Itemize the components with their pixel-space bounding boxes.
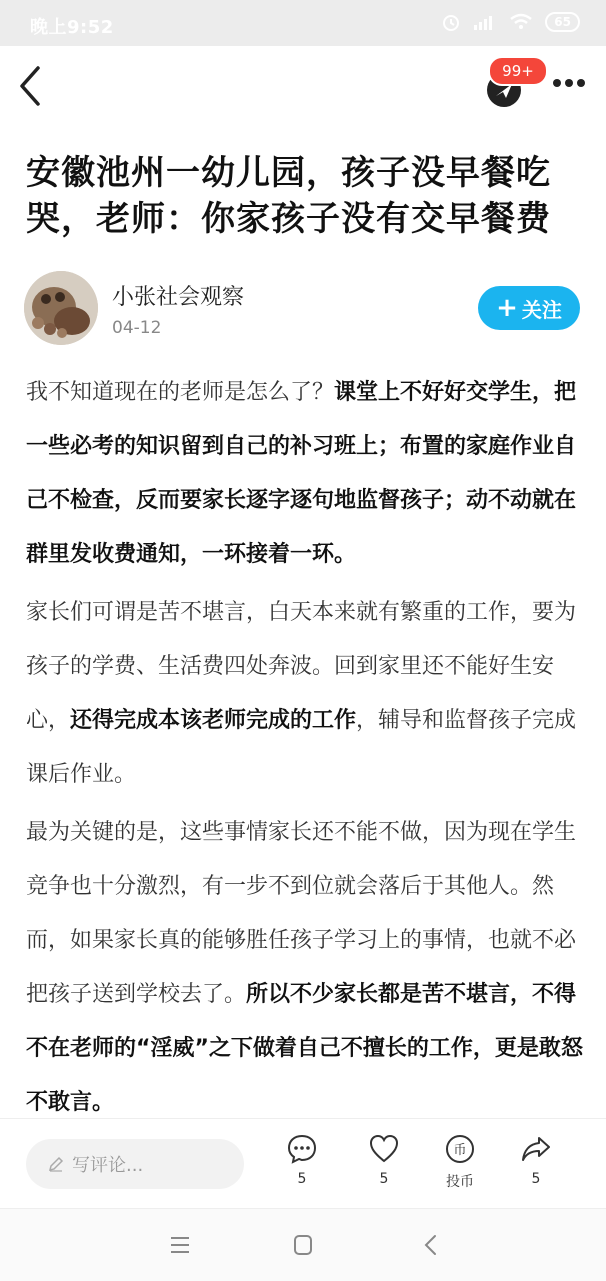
article-body xyxy=(26,366,584,1134)
coin-button[interactable] xyxy=(430,1133,490,1191)
wifi-icon xyxy=(509,13,533,31)
share-count: 5 xyxy=(531,1171,541,1187)
paragraph-2 xyxy=(26,586,584,802)
comment-input[interactable] xyxy=(26,1139,244,1189)
plus-icon: + xyxy=(496,293,518,323)
share-button[interactable] xyxy=(506,1133,566,1187)
system-nav-bar xyxy=(0,1208,606,1281)
heart-icon xyxy=(368,1133,400,1165)
alarm-icon xyxy=(441,12,461,32)
paragraph-2-text-b: ，辅导和监督孩子完成课后作业。 xyxy=(26,708,577,787)
status-time: 晚上9:52 xyxy=(30,17,114,38)
home-icon[interactable] xyxy=(289,1233,317,1257)
back-arrow-icon[interactable] xyxy=(14,64,50,108)
paragraph-1-bold: 课堂上不好好交学生，把一些必考的知识留到自己的补习班上；布置的家庭作业自己不检查，反而要家长逐字逐句地监督孩子；动不动就在群里发收费通知，一环接着一环。 xyxy=(26,380,577,567)
notification-badge: 99+ xyxy=(488,56,548,86)
author-avatar[interactable] xyxy=(24,271,98,345)
paragraph-2-text-a: 家长们可谓是苦不堪言，白天本来就有繁重的工作，要为孩子的学费、生活费四处奔波。回到家里还不能好生安心， xyxy=(26,600,577,733)
comments-button[interactable] xyxy=(272,1133,332,1187)
pencil-icon xyxy=(48,1156,64,1172)
top-nav xyxy=(0,46,606,132)
paragraph-2-bold: 还得完成本该老师完成的工作 xyxy=(70,708,357,733)
follow-button[interactable] xyxy=(478,286,580,330)
publish-date: 04-12 xyxy=(112,318,162,338)
battery-level: 65 xyxy=(545,12,580,32)
coin-label: 投币 xyxy=(446,1174,474,1190)
menu-icon[interactable] xyxy=(166,1233,194,1257)
likes-count: 5 xyxy=(379,1171,389,1187)
comments-count: 5 xyxy=(297,1171,307,1187)
paragraph-1-text: 我不知道现在的老师是怎么了？ xyxy=(26,380,335,405)
like-button[interactable] xyxy=(354,1133,414,1187)
comment-bubble-icon xyxy=(286,1133,318,1165)
author-name[interactable]: 小张社会观察 xyxy=(112,285,245,310)
more-options-icon[interactable] xyxy=(552,76,586,90)
paragraph-1 xyxy=(26,366,584,582)
article-title: 安徽池州一幼儿园，孩子没早餐吃哭，老师：你家孩子没有交早餐费 xyxy=(26,153,551,239)
paragraph-3-bold: 所以不少家长都是苦不堪言，不得不在老师的“淫威”之下做着自己不擅长的工作，更是敢怒不敢言。 xyxy=(26,982,583,1115)
paragraph-3 xyxy=(26,806,584,1130)
system-back-icon[interactable] xyxy=(417,1233,445,1257)
paragraph-3-text: 最为关键的是，这些事情家长还不能不做，因为现在学生竞争也十分激烈，有一步不到位就会落后于其他人。然而，如果家长真的能够胜任孩子学习上的事情，也就不必把孩子送到学校去了。 xyxy=(26,820,577,1007)
status-icons xyxy=(441,12,580,32)
bottom-action-bar xyxy=(0,1118,606,1209)
coin-icon xyxy=(444,1133,476,1165)
comment-placeholder: 写评论... xyxy=(72,1155,144,1176)
follow-label: 关注 xyxy=(521,297,562,322)
share-icon xyxy=(520,1133,552,1165)
status-bar xyxy=(0,0,606,46)
svg-text:币: 币 xyxy=(453,1143,467,1158)
signal-icon xyxy=(473,13,497,31)
